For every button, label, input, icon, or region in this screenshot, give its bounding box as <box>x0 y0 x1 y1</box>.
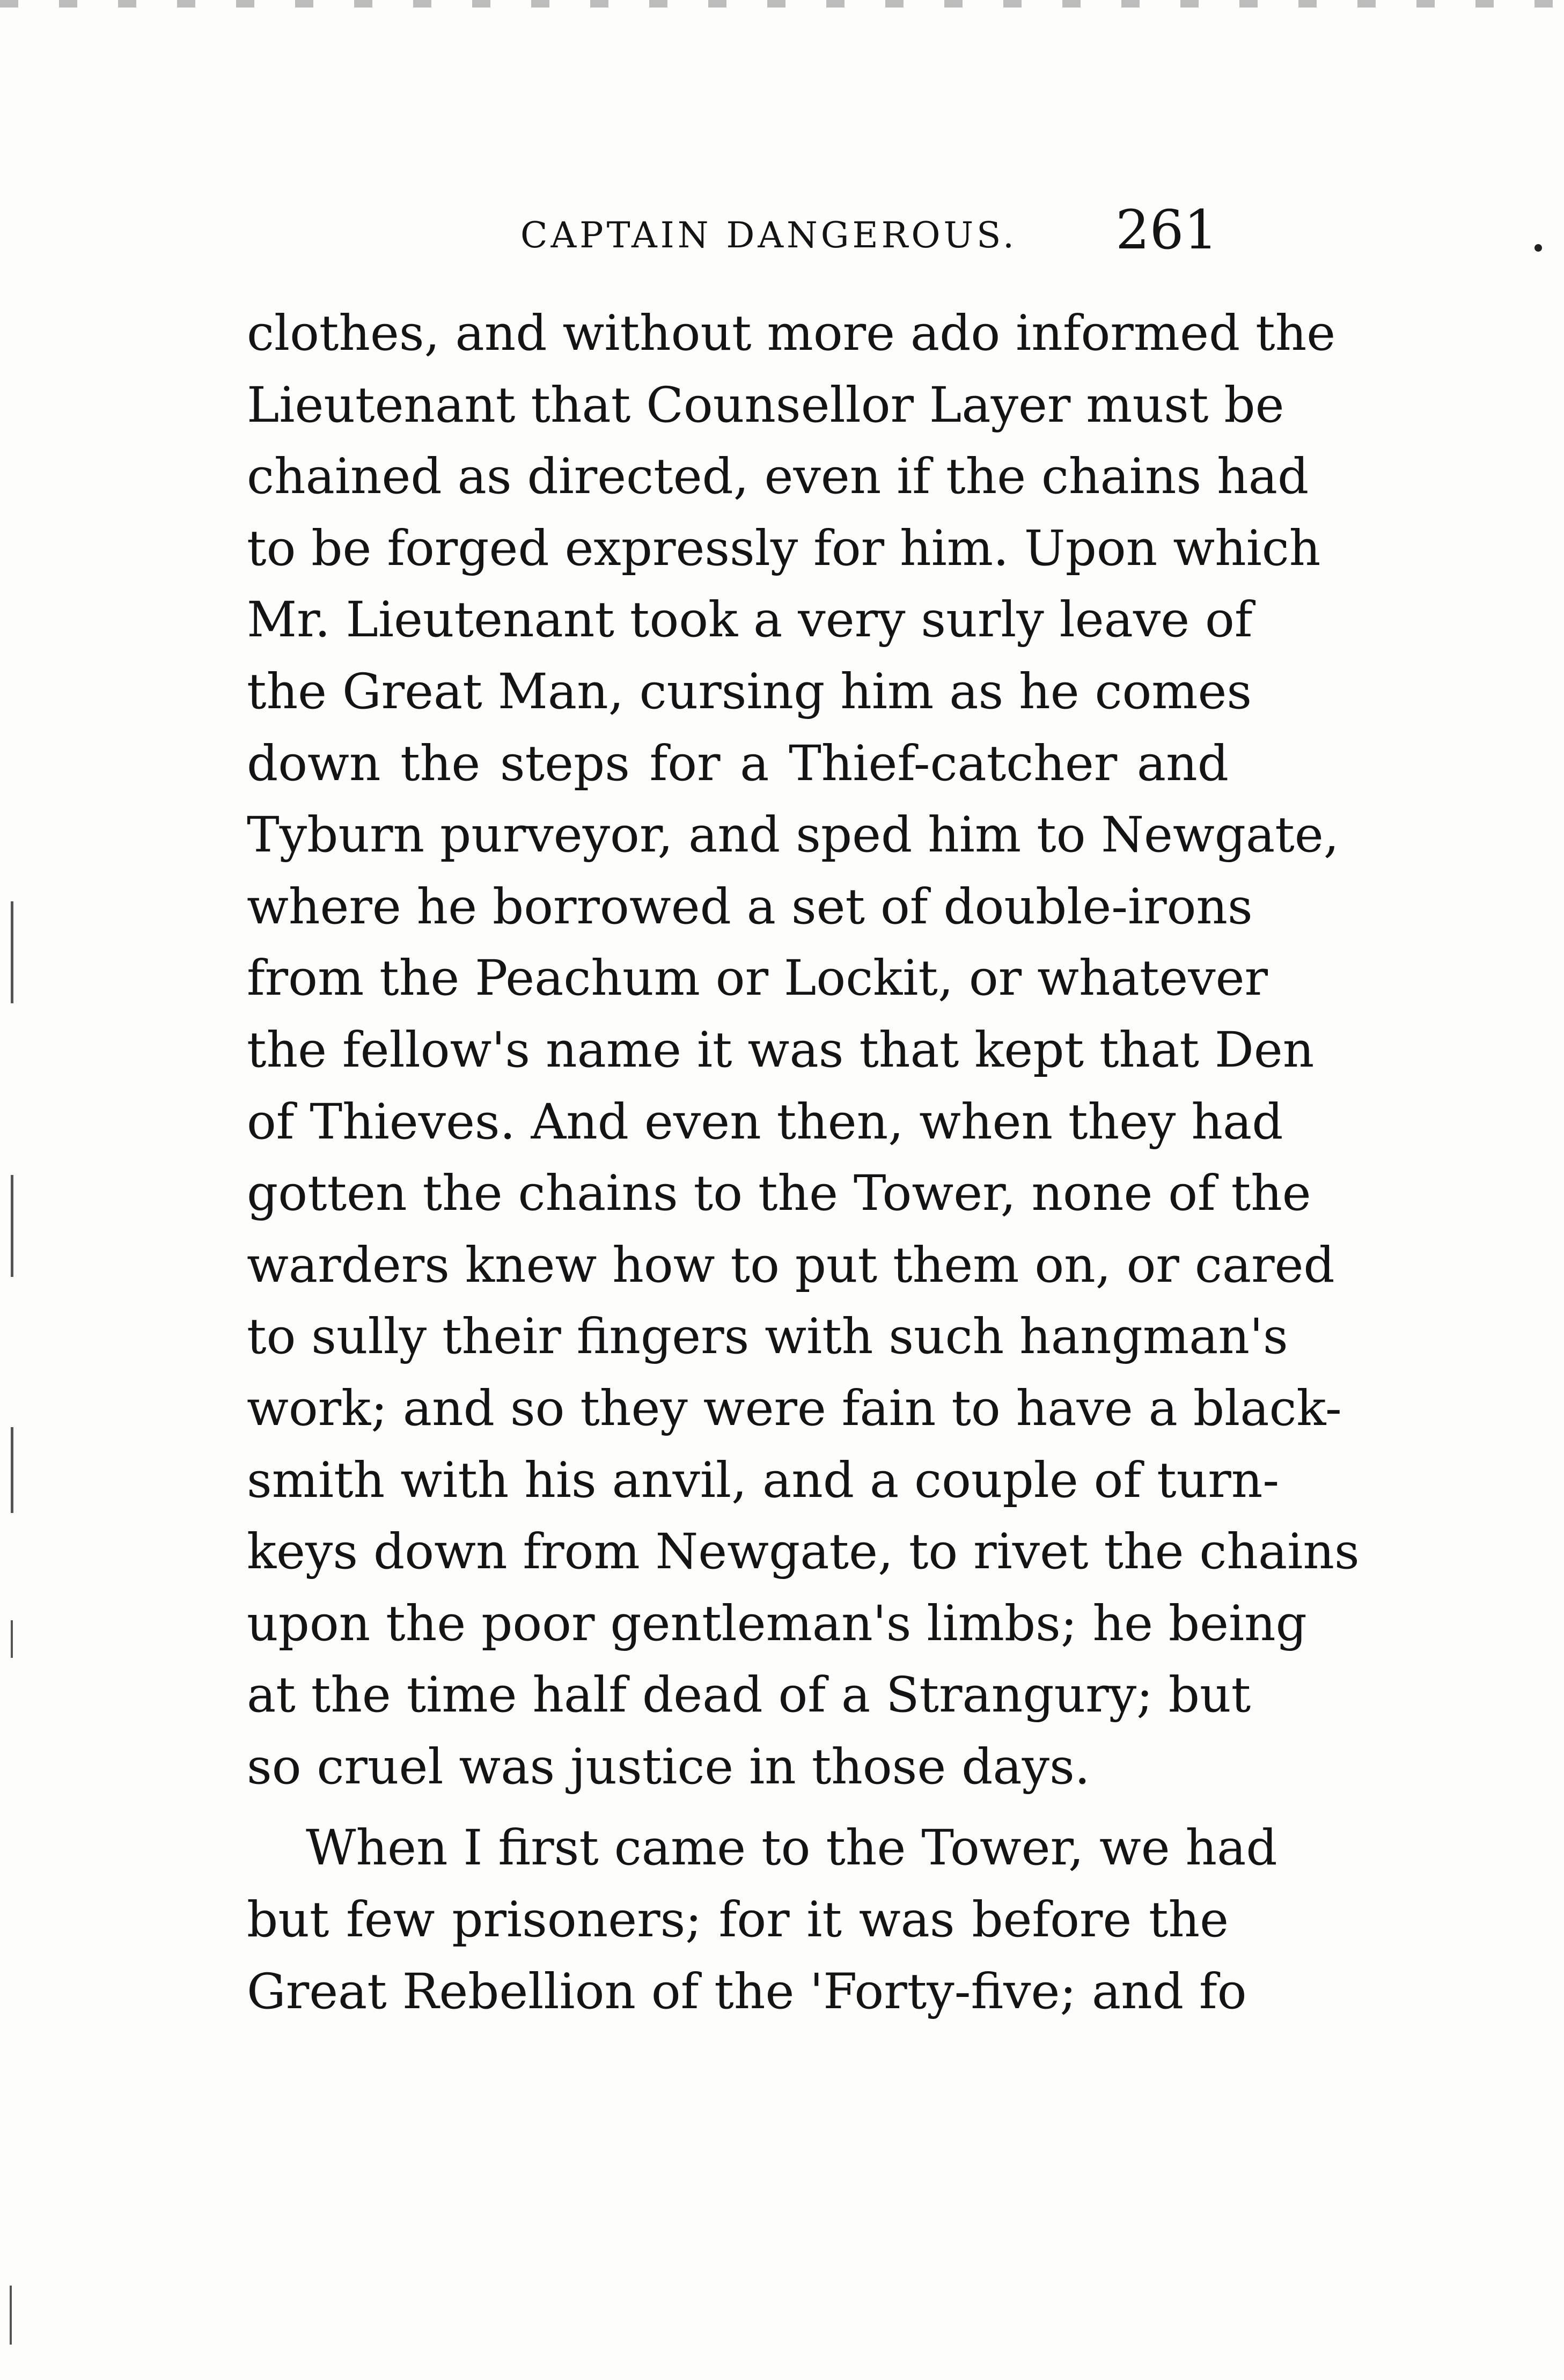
text-line: from the Peachum or Lockit, or whatever <box>247 950 1268 1007</box>
text-line: Lieutenant that Counsellor Layer must be <box>247 377 1284 434</box>
margin-scan-mark <box>11 1175 13 1277</box>
margin-dot <box>1534 244 1542 252</box>
text-line: to be forged expressly for him. Upon which <box>247 520 1321 577</box>
scan-edge-noise <box>0 0 1564 8</box>
text-line: gotten the chains to the Tower, none of the <box>247 1165 1311 1222</box>
text-line: but few prisoners; for it was before the <box>247 1892 1229 1949</box>
margin-scan-mark <box>10 2286 12 2345</box>
margin-scan-mark <box>11 1620 13 1658</box>
text-line: chained as directed, even if the chains had <box>247 449 1309 505</box>
text-line: Tyburn purveyor, and sped him to Newgate, <box>247 807 1339 864</box>
text-line: to sully their fingers with such hangman's <box>247 1309 1288 1365</box>
text-line: of Thieves. And even then, when they had <box>247 1093 1283 1150</box>
text-line: work; and so they were fain to have a black- <box>247 1380 1342 1437</box>
paragraph <box>247 1812 1277 2028</box>
paragraph-gap <box>247 1803 1229 1812</box>
margin-scan-mark <box>11 901 13 1003</box>
text-line: at the time half dead of a Strangury; but <box>247 1667 1251 1724</box>
paragraph <box>247 298 1360 1803</box>
text-line: down the steps for a Thief-catcher and <box>247 735 1229 792</box>
body-text <box>247 298 1360 2028</box>
running-title: CAPTAIN DANGEROUS. <box>520 215 1017 256</box>
text-line: Great Rebellion of the 'Forty-five; and fo <box>247 1963 1247 2020</box>
text-line: where he borrowed a set of double-irons <box>247 878 1253 935</box>
text-line: clothes, and without more ado informed the <box>247 305 1336 362</box>
text-line: keys down from Newgate, to rivet the chains <box>247 1524 1360 1581</box>
page-number: 261 <box>1115 199 1218 261</box>
text-line: the fellow's name it was that kept that Den <box>247 1022 1315 1078</box>
text-line: warders knew how to put them on, or cared <box>247 1237 1335 1294</box>
text-line: so cruel was justice in those days. <box>247 1738 1090 1795</box>
text-line: the Great Man, cursing him as he comes <box>247 663 1252 720</box>
running-head <box>247 199 1229 279</box>
text-line: upon the poor gentleman's limbs; he being <box>247 1595 1307 1652</box>
text-line: smith with his anvil, and a couple of turn- <box>247 1452 1280 1509</box>
margin-scan-mark <box>11 1427 13 1513</box>
text-line: Mr. Lieutenant took a very surly leave of <box>247 592 1253 649</box>
text-line: When I first came to the Tower, we had <box>306 1820 1277 1877</box>
